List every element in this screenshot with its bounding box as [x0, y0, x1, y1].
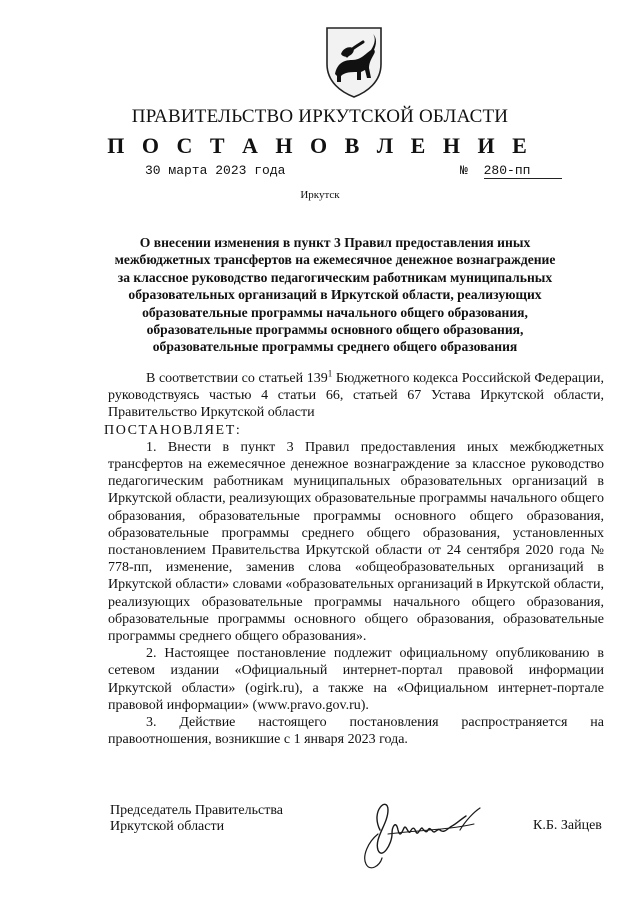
paragraph-1: 1. Внести в пункт 3 Правил предоставления иных межбюджетных трансфертов на ежемесячное денежное вознаграждение за классное руководство педагогическим работникам муниципальных образовательных организаций в Иркутской области, реализующих образовательные программы начального общего образования, образовательные программы основного общего образования, образовательные программы среднего общего образования, установленных постановлением Правительства Иркутской области от 24 сентября 2020 года № 778-пп, изменение, заменив слова «общеобразовательных организаций в Иркутской области» словами «образовательных организаций в Иркутской области, реализующих образовательные программы начального общего образования, образовательные программы основного общего образования, образовательные программы среднего общего образования».	[108, 439, 605, 645]
title-line: образовательные программы среднего общего образования	[152, 339, 518, 355]
signer-position-line-1: Председатель Правительства	[110, 803, 283, 818]
resolves-heading: ПОСТАНОВЛЯЕТ:	[104, 422, 242, 438]
coat-of-arms-emblem	[319, 24, 389, 100]
title-line: образовательные программы основного общего образования,	[146, 322, 524, 338]
document-number	[460, 163, 562, 179]
paragraph-3: 3. Действие настоящего постановления распространяется на правоотношения, возникшие с 1 января 2023 года.	[108, 715, 604, 748]
signer-name: К.Б. Зайцев	[533, 818, 602, 833]
title-line: за классное руководство педагогическим работникам муниципальных	[117, 269, 553, 285]
title-line: образовательные программы начального общего образования,	[142, 304, 528, 320]
city-name: Иркутск	[300, 189, 340, 201]
title-line: образовательных организаций в Иркутской области, реализующих	[128, 287, 542, 303]
article-superscript: 1	[327, 368, 333, 379]
signer-position	[110, 803, 283, 834]
title-line: О внесении изменения в пункт 3 Правил предоставления иных	[139, 235, 531, 250]
preamble-paragraph	[108, 370, 604, 422]
preamble-text-start: В соответствии со статьей 139	[146, 371, 328, 386]
number-value: 280-пп	[484, 163, 562, 179]
document-date: 30 марта 2023 года	[145, 163, 286, 178]
handwritten-signature	[348, 790, 498, 875]
government-name: ПРАВИТЕЛЬСТВО ИРКУТСКОЙ ОБЛАСТИ	[131, 106, 509, 127]
number-sign: №	[460, 163, 468, 178]
signer-position-line-2: Иркутской области	[110, 818, 225, 834]
document-body	[104, 368, 605, 748]
document-title	[100, 234, 570, 356]
paragraph-2: 2. Настоящее постановление подлежит официальному опубликованию в сетевом издании «Официальный интернет-портал правовой информации Иркутской области» (ogirk.ru), а также на «Официальном интернет-портале правовой информации» (www.pravo.gov.ru).	[108, 646, 604, 713]
preamble-text-end: Бюджетного кодекса Российской Федерации, руководствуясь частью 4 статьи 66, статьей 67 Устава Иркутской области, Правительство Иркутской области	[108, 371, 604, 421]
document-type: П О С Т А Н О В Л Е Н И Е	[107, 133, 533, 158]
title-line: межбюджетных трансфертов на ежемесячное денежное вознаграждение	[114, 252, 556, 268]
